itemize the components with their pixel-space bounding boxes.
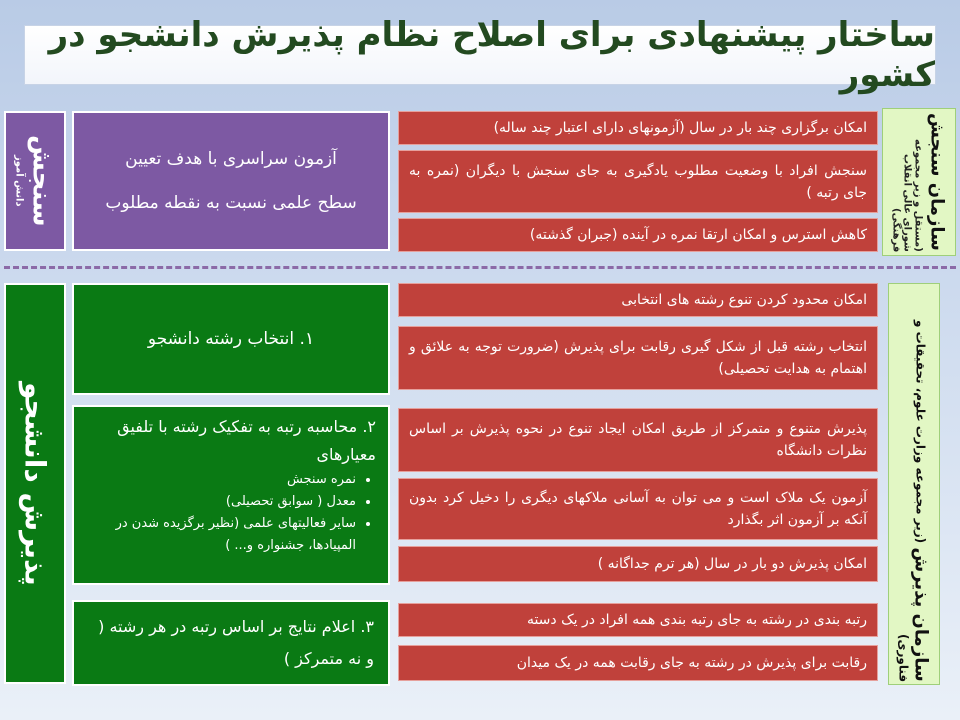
paziresh-org-text (897, 286, 932, 682)
paziresh-step-2-list (86, 469, 376, 557)
paziresh-reason-3-1-text: رتبه بندی در رشته به جای رتبه بندی همه افراد در یک دسته (526, 612, 867, 628)
paziresh-reason-1-2-text: انتخاب رشته قبل از شکل گیری رقابت برای پذیرش (ضرورت توجه به علائق و اهتمام به هدایت تحصیلی) (409, 339, 867, 377)
sanjesh-org-sub: (مستقل و زیر مجموعه شورای عالی انقلاب فرهنگی) (890, 139, 924, 252)
sanjesh-middle-line1: آزمون سراسری با هدف تعیین (125, 149, 337, 169)
page-title: ساختار پیشنهادی برای اصلاح نظام پذیرش دانشجو در کشور (48, 15, 935, 95)
paziresh-reason-3-2 (398, 645, 878, 681)
sanjesh-side-label (4, 111, 66, 251)
sanjesh-org-box (882, 108, 956, 256)
paziresh-reason-1-2 (398, 326, 878, 390)
paziresh-step-3-text: ۳. اعلام نتایج بر اساس رتبه در هر رشته ( و نه متمرکز ) (98, 617, 374, 668)
paziresh-org-sub: (زیر مجموعه وزارت علوم، تحقیقات و فناوری) (896, 320, 928, 682)
sanjesh-reason-2-text: سنجش افراد با وضعیت مطلوب یادگیری به جای سنجش با دیگران (نمره به جای رتبه ) (409, 162, 867, 201)
paziresh-reason-1-1-text: امکان محدود کردن تنوع رشته های انتخابی (621, 292, 867, 308)
paziresh-reason-2-2-text: آزمون یک ملاک است و می توان به آسانی ملاکهای دیگری را دخیل کرد بدون آنکه بر آزمون اثر بگذارد (409, 490, 867, 528)
title-banner (24, 15, 936, 95)
paziresh-reason-3-2-text: رقابت برای پذیرش در رشته به جای رقابت همه در یک میدان (516, 655, 867, 671)
sanjesh-org-title: سازمان سنجش (926, 113, 948, 251)
paziresh-step-3 (72, 600, 390, 686)
paziresh-reason-2-2 (398, 478, 878, 540)
paziresh-reason-2-1 (398, 408, 878, 472)
sanjesh-sublabel: دانش آموز (13, 155, 25, 207)
sanjesh-reason-2 (398, 150, 878, 213)
paziresh-side-label (4, 283, 66, 684)
paziresh-step-1-text: ۱. انتخاب رشته دانشجو (147, 329, 315, 349)
paziresh-step-2 (72, 405, 390, 585)
sanjesh-reason-1-text: امکان برگزاری چند بار در سال (آزمونهای دارای اعتبار چند ساله) (493, 120, 867, 136)
paziresh-label: پذیرش دانشجو (18, 381, 52, 586)
sanjesh-reason-3-text: کاهش استرس و امکان ارتقا نمره در آینده (جبران گذشته) (529, 227, 867, 243)
sanjesh-reason-1 (398, 111, 878, 145)
section-divider (4, 266, 956, 269)
sanjesh-reason-3 (398, 218, 878, 252)
paziresh-reason-1-1 (398, 283, 878, 317)
paziresh-org-box (888, 283, 940, 685)
sanjesh-middle-line2: سطح علمی نسبت به نقطه مطلوب (105, 193, 357, 213)
paziresh-reason-2-3-text: امکان پذیرش دو بار در سال (هر ترم جداگانه ) (597, 556, 867, 572)
paziresh-reason-3-1 (398, 603, 878, 637)
list-item: • سایر فعالیتهای علمی (نظیر برگزیده شدن در المپیادها، جشنواره و... ) (86, 513, 356, 557)
sanjesh-middle-box (72, 111, 390, 251)
paziresh-reason-2-3 (398, 546, 878, 582)
paziresh-org-title: سازمان پذیرش (910, 547, 932, 682)
paziresh-step-2-title: ۲. محاسبه رتبه به تفکیک رشته با تلفیق معیارهای (117, 417, 376, 464)
sanjesh-label: سنجش (26, 135, 57, 227)
paziresh-reason-2-1-text: پذیرش متنوع و متمرکز از طریق امکان ایجاد تنوع در نحوه پذیرش بر اساس نظرات دانشگاه (409, 421, 867, 459)
paziresh-step-1 (72, 283, 390, 395)
list-item: • معدل ( سوابق تحصیلی) (86, 491, 356, 513)
list-item: • نمره سنجش (86, 469, 356, 491)
